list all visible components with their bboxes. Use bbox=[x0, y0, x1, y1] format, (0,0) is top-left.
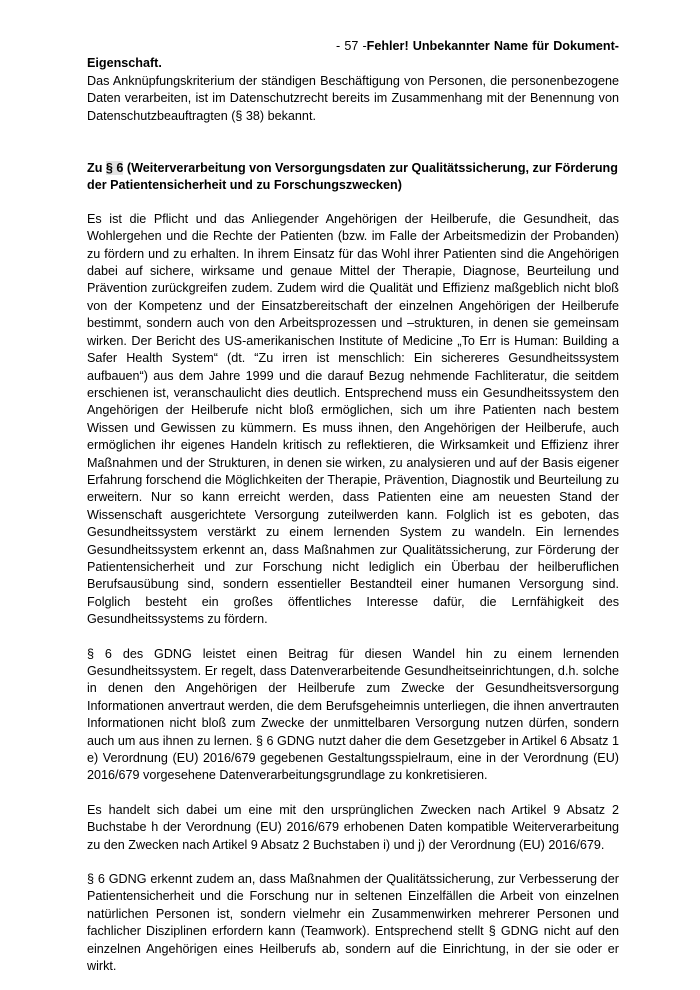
section-heading bbox=[87, 160, 619, 195]
section-reference: § 6 bbox=[105, 161, 124, 176]
document-page bbox=[87, 38, 619, 976]
body-paragraph-1: Es ist die Pflicht und das Anliegender Angehörigen der Heilberufe, die Gesundheit, das Wohlergehen und die Rechte der Patienten (bzw. im Falle der Arbeitsmedizin der Probanden) zu fördern und zu erhalten. In ihrem Einsatz für das Wohl ihrer Patienten sind die Angehörigen dabei auf sichere, wirksame und genaue Mittel der Therapie, Diagnose, Beurteilung und Prävention zurückgreifen zudem. Zudem wird die Qualität und Effizienz maßgeblich nicht bloß von der Kompetenz und der Einsatzbereitschaft der einzelnen Angehörigen der Heilberufe bestimmt, sondern auch von den Arbeitsprozessen und –strukturen, in denen sie gemeinsam wirken. Der Bericht des US-amerikanischen Institute of Medicine „To Err is Human: Building a Safer Health System“ (dt. “Zu irren ist menschlich: Ein sichereres Gesundheitssystem aufbauen“) aus dem Jahre 1999 und die darauf Bezug nehmende Fachliteratur, die seitdem erschienen ist, veranschaulicht dies deutlich. Entsprechend muss ein Gesundheitssystem den Angehörigen der Heilberufe nicht bloß ermöglichen, sich um ihre Patienten nach bestem Wissen und Gewissen zu kümmern. Es muss ihnen, den Angehörigen der Heilberufe, auch ermöglichen ihr eigenes Handeln kritisch zu reflektieren, die Wirksamkeit und Effizienz ihrer Maßnahmen und der Strukturen, in denen sie wirken, zu analysieren und auf der Basis eigener Erfahrung forschend die Möglichkeiten der Therapie, Prävention, Diagnostik und Beurteilung zu erweitern. Nur so kann erreicht werden, dass Patienten eine am neuesten Stand der Wissenschaft ausgerichtete Versorgung zuteilwerden kann. Folglich ist es geboten, das Gesundheitssystem verstärkt zu einem lernenden System zu wandeln. Ein lernendes Gesundheitssystem erkennt an, dass Maßnahmen zur Qualitätssicherung, zur Förderung der Patientensicherheit und zur Forschung nicht lediglich ein Überbau der heilberuflichen Berufsausübung sind, sondern essentieller Bestandteil einer humanen Versorgung sind. Folglich besteht ein großes öffentliches Interesse dafür, die Lernfähigkeit des Gesundheitssystems zu fördern. bbox=[87, 211, 619, 627]
section-title: (Weiterverarbeitung von Versorgungsdaten zur Qualitätssicherung, zur Förderung der Patientensicherheit und zu Forschungszwecken) bbox=[87, 161, 618, 193]
body-paragraph-4: § 6 GDNG erkennt zudem an, dass Maßnahmen der Qualitätssicherung, zur Verbesserung der Patientensicherheit und die Forschung nur in seltenen Einzelfällen die Arbeit von einzelnen natürlichen Personen ist, sondern vielmehr ein Zusammenwirken mehrerer Personen und fachlicher Disziplinen erfordern kann (Teamwork). Entsprechend stellt § GDNG nicht auf den einzelnen Angehörigen eines Heilberufs ab, sondern auf die Einrichtung, in der sie oder er wirkt. bbox=[87, 872, 619, 974]
page-header bbox=[87, 38, 619, 73]
body-paragraph-3: Es handelt sich dabei um eine mit den ursprünglichen Zwecken nach Artikel 9 Absatz 2 Buchstabe h der Verordnung (EU) 2016/679 erhobenen Daten kompatible Weiterverarbeitung zu den Zwecken nach Artikel 9 Absatz 2 Buchstaben i) und j) der Verordnung (EU) 2016/679. bbox=[87, 802, 619, 852]
page-number: - 57 - bbox=[336, 39, 367, 53]
section-prefix: Zu bbox=[87, 161, 106, 176]
body-paragraph-2: § 6 des GDNG leistet einen Beitrag für diesen Wandel hin zu einem lernenden Gesundheitssystem. Er regelt, dass Datenverarbeitende Gesundheitseinrichtungen, d.h. solche in denen den Angehörigen der Heilberufe zum Zwecke der Gesundheitsversorgung Informationen anvertraut werden, die dem Berufsgeheimnis unterliegen, die ihnen anvertrauten Informationen nicht bloß zum Zwecke der unmittelbaren Versorgung nutzen dürfen, sondern auch um aus ihnen zu lernen. § 6 GDNG nutzt daher die dem Gesetzgeber in Artikel 6 Absatz 1 e) Verordnung (EU) 2016/679 gegebenen Gestaltungsspielraum, eine in der Verordnung (EU) 2016/679 vorgesehene Datenverarbeitungsgrundlage zu konkretisieren. bbox=[87, 646, 619, 783]
field-error-text: Fehler! Unbekannter Name für Dokument-Eigenschaft. bbox=[87, 39, 619, 71]
intro-paragraph: Das Anknüpfungskriterium der ständigen Beschäftigung von Personen, die personenbezogene Daten verarbeiten, ist im Datenschutzrecht bereits im Zusammenhang mit der Benennung von Datenschutzbeauftragten (§ 38) bekannt. bbox=[87, 73, 619, 123]
